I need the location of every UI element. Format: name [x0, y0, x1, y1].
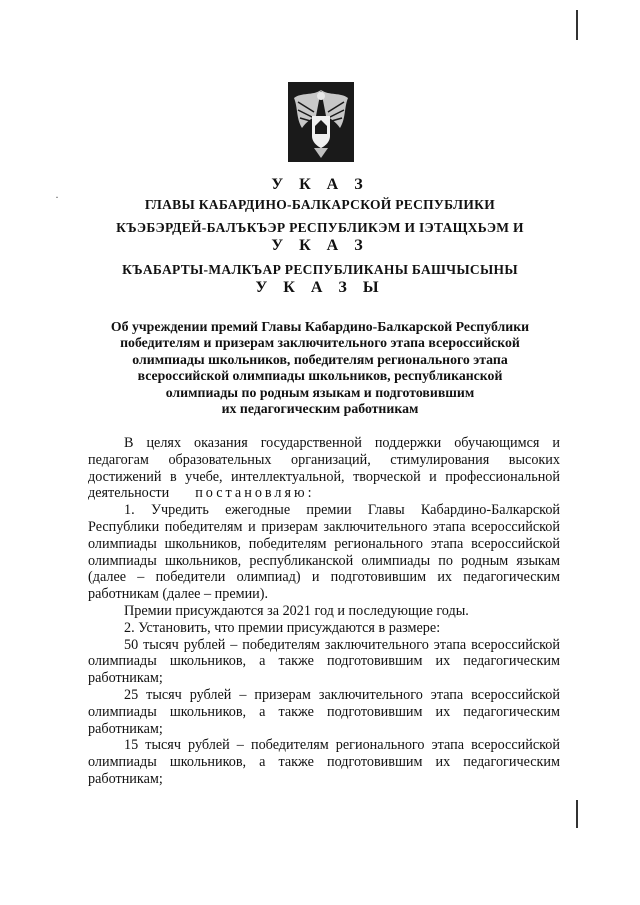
header-ukaz-ru: У К А З — [271, 176, 369, 193]
header-line-kbd: КЪЭБЭРДЕЙ-БАЛЪКЪЭР РЕСПУБЛИКЭМ И ІЭТАЩХЬЭМ И — [116, 220, 524, 235]
item-2-paragraph: 2. Установить, что премии присуждаются в размере: — [124, 619, 441, 636]
title-line: их педагогическим работникам — [221, 401, 419, 417]
intro-text: В целях оказания государственной поддержки обучающимся и педагогам образовательных организаций, стимулирования высоких достижений в учебе, интеллектуальной, творческой и профессиональной деятельности — [88, 435, 560, 502]
header-line-ru: ГЛАВЫ КАБАРДИНО-БАЛКАРСКОЙ РЕСПУБЛИКИ — [144, 197, 496, 212]
scan-speck: · — [55, 190, 59, 204]
title-line: олимпиады школьников, победителям регионального этапа — [132, 351, 508, 367]
amount-50k-paragraph: 50 тысяч рублей – победителям заключительного этапа всероссийской олимпиады школьников, а также подготовившим их педагогическим работникам; — [88, 636, 560, 687]
header-line-krc: КЪАБАРТЫ-МАЛКЪАР РЕСПУБЛИКАНЫ БАШЧЫСЫНЫ — [122, 262, 518, 277]
item-1-note: Премии присуждаются за 2021 год и последующие годы. — [124, 602, 469, 619]
title-line: олимпиады по родным языкам и подготовившим — [165, 384, 475, 400]
coat-of-arms-eagle-icon — [288, 82, 354, 162]
scan-mark-bottom — [576, 800, 578, 828]
header-ukaz-krc: У К А З Ы — [255, 279, 385, 296]
header-ukaz-kbd: У К А З — [271, 237, 369, 254]
intro-paragraph — [88, 435, 560, 502]
amount-15k-paragraph: 15 тысяч рублей – победителям регионального этапа всероссийской олимпиады школьников, а также подготовившим их педагогическим работникам; — [88, 737, 560, 787]
decree-title — [70, 319, 570, 417]
title-line: победителям и призерам заключительного этапа всероссийской — [120, 335, 520, 351]
decree-body — [88, 435, 560, 788]
amount-25k-paragraph: 25 тысяч рублей – призерам заключительного этапа всероссийской олимпиады школьников, а также подготовившим их педагогическим работникам; — [88, 686, 560, 737]
title-line: всероссийской олимпиады школьников, республиканской — [137, 368, 503, 384]
decree-word: постановляю: — [195, 485, 315, 502]
item-1-paragraph: 1. Учредить ежегодные премии Главы Кабардино-Балкарской Республики победителям и призерам заключительного этапа всероссийской олимпиады школьников, победителям регионального этапа всероссийской олимпиады школьников, республиканской олимпиады по родным языкам (далее – победители олимпиад) и подготовившим их педагогическим работникам (далее – премии). — [88, 502, 560, 603]
title-line: Об учреждении премий Главы Кабардино-Балкарской Республики — [110, 319, 530, 334]
scan-mark-top — [576, 10, 578, 40]
